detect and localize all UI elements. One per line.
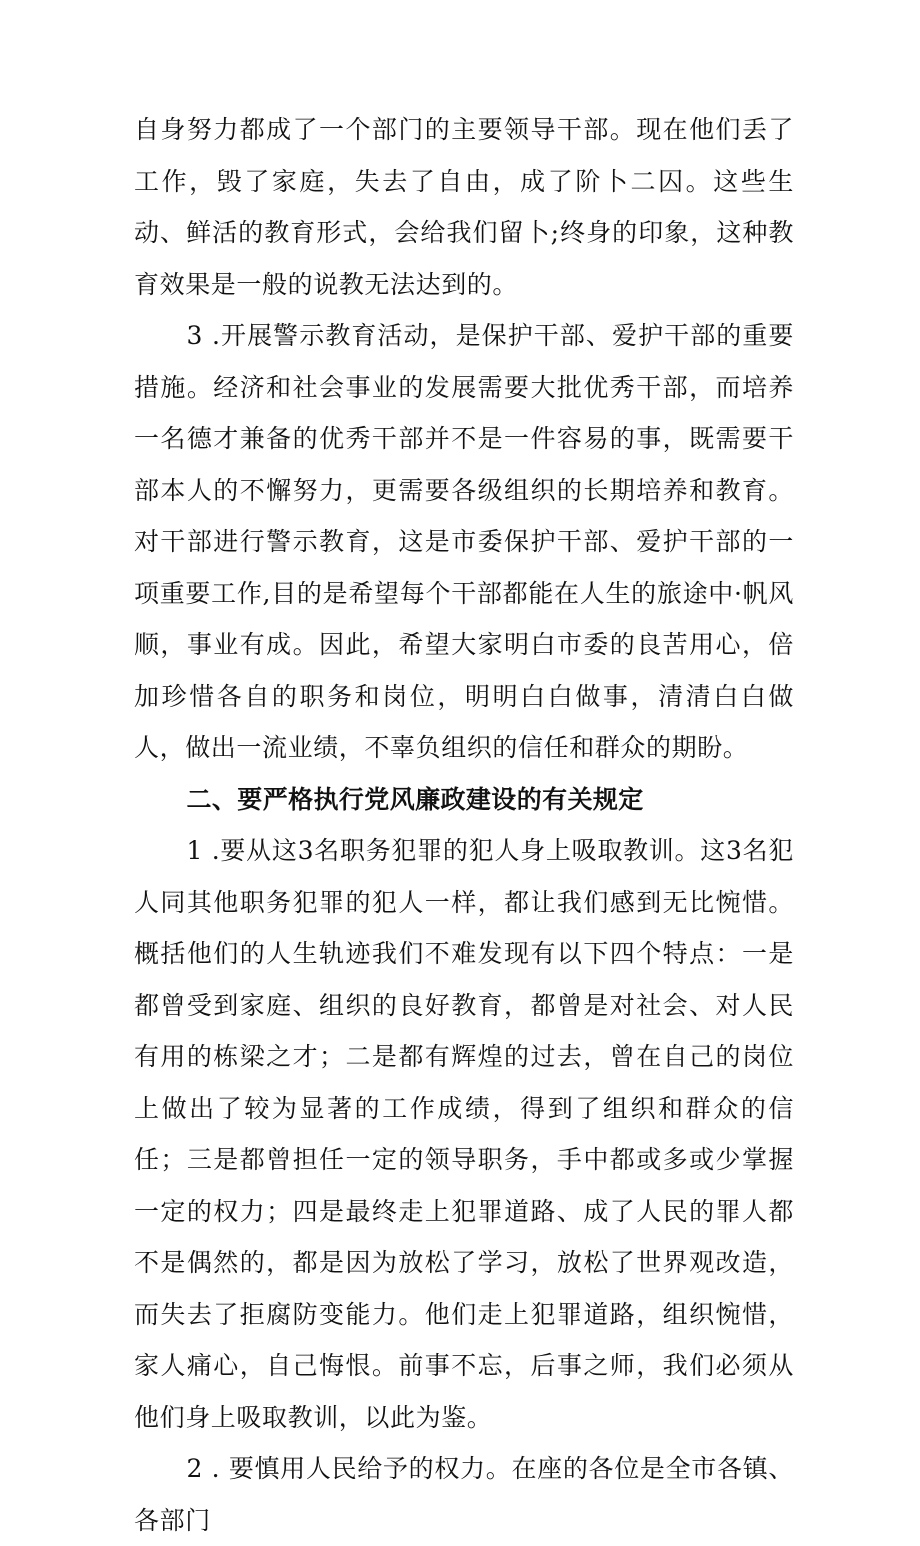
- paragraph-continuation: 自身努力都成了一个部门的主要领导干部。现在他们丢了工作，毁了家庭，失去了自由，成了阶卜二囚。这些生动、鲜活的教育形式，会给我们留卜;终身的印象，这种教育效果是一般的说教无法达到的。: [134, 115, 794, 299]
- paragraph-point-1: 1 .要从这3名职务犯罪的犯人身上吸取教训。这3名犯人同其他职务犯罪的犯人一样，都让我们感到无比惋惜。概括他们的人生轨迹我们不难发现有以下四个特点：一是都曾受到家庭、组织的良好教育，都曾是对社会、对人民有用的栋梁之才；二是都有辉煌的过去，曾在自己的岗位上做出了较为显著的工作成绩，得到了组织和群众的信任；三是都曾担任一定的领导职务，手中都或多或少掌握一定的权力；四是最终走上犯罪道路、成了人民的罪人都不是偶然的，都是因为放松了学习，放松了世界观改造，而失去了拒腐防变能力。他们走上犯罪道路，组织惋惜，家人痛心，自己悔恨。前事不忘，后事之师，我们必须从他们身上吸取教训，以此为鉴。: [134, 836, 794, 1432]
- paragraph-point-2: 2 . 要慎用人民给予的权力。在座的各位是全市各镇、各部门: [134, 1454, 794, 1535]
- document-page: [134, 104, 794, 1546]
- paragraph-point-3: 3 .开展警示教育活动，是保护干部、爱护干部的重要措施。经济和社会事业的发展需要大批优秀干部，而培养一名德才兼备的优秀干部并不是一件容易的事，既需要干部本人的不懈努力，更需要各级组织的长期培养和教育。对干部进行警示教育，这是市委保护干部、爱护干部的一项重要工作,目的是希望每个干部都能在人生的旅途中·帆风顺，事业有成。因此，希望大家明白市委的良苦用心，倍加珍惜各自的职务和岗位，明明白白做事，清清白白做人，做出一流业绩，不辜负组织的信任和群众的期盼。: [134, 321, 794, 762]
- section-heading: 二、要严格执行党风廉政建设的有关规定: [186, 784, 644, 814]
